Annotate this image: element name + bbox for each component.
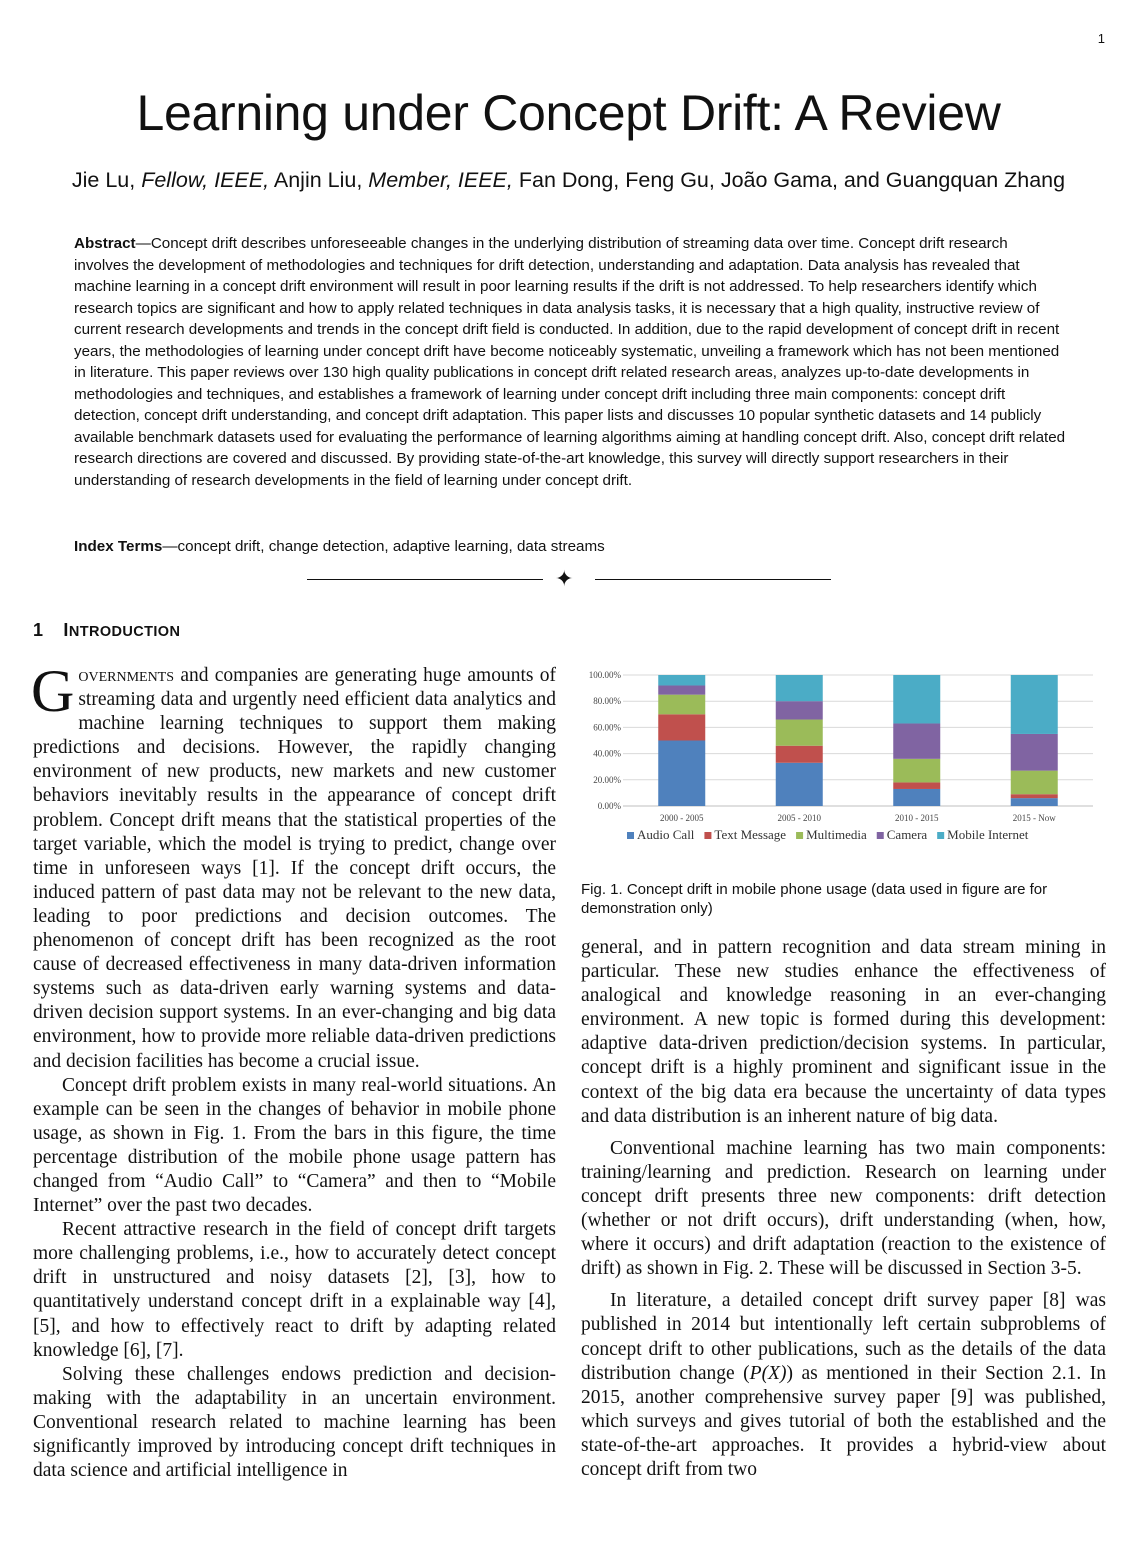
bar-segment	[893, 789, 940, 806]
divider-line-left	[307, 579, 543, 580]
drop-cap: G	[31, 658, 75, 724]
legend-swatch	[704, 832, 711, 839]
bar-segment	[776, 746, 823, 763]
y-tick-label: 0.00%	[597, 801, 621, 811]
paragraph: general, and in pattern recognition and data stream mining in particular. These new studies enhance the effectiveness of analogical and knowledge reasoning in an ever-changing environment. A new topic is formed during this development: adaptive data-driven prediction/decision systems. In particular, concept drift is a highly prominent and significant issue in the context of the big data era because the uncertainty of data types and data distribution is an inherent nature of big data.	[581, 937, 1106, 1127]
section-title-initial: I	[63, 620, 69, 640]
bar-segment	[893, 723, 940, 758]
bar-segment	[776, 720, 823, 746]
paragraph: Solving these challenges endows prediction and decision-making with the adaptability in an uncertain environment. Conventional research related to machine learning has been significantly improved by introducing concept drift techniques in data science and artificial intelligence in	[33, 1363, 556, 1482]
legend-swatch	[937, 832, 944, 839]
bar-segment	[893, 759, 940, 783]
author-names: Fan Dong, Feng Gu, João Gama, and Guangquan Zhang	[512, 168, 1066, 192]
divider-star-icon: ✦	[555, 566, 574, 591]
x-tick-label: 2000 - 2005	[660, 813, 704, 823]
abstract-label: Abstract	[74, 235, 136, 252]
paragraph: Concept drift problem exists in many real-world situations. An example can be seen in the changes of behavior in mobile phone usage, as shown in Fig. 1. From the bars in this figure, the time percentage distribution of the mobile phone usage pattern has changed from “Audio Call” to “Camera” and then to “Mobile Internet” over the past two decades.	[33, 1074, 556, 1217]
bar-segment	[658, 675, 705, 685]
paragraph	[581, 1289, 1106, 1482]
bar-segment	[776, 763, 823, 806]
x-tick-label: 2010 - 2015	[895, 813, 939, 823]
bar-segment	[1011, 794, 1058, 798]
paragraph-text: In literature, a detailed concept drift survey paper [8] was published in 2014 but intentionally left certain subproblems of concept drift to other publications, such as the details of the data distribution change (	[581, 1290, 1106, 1384]
legend-label: Mobile Internet	[947, 827, 1029, 842]
legend-label: Multimedia	[806, 827, 867, 842]
author-affiliation: Member, IEEE,	[368, 168, 513, 192]
paragraph: Conventional machine learning has two main components: training/learning and prediction. Research on learning under concept drift presents three new components: drift detection (whether or not drift occurs), drift understanding (when, how, where it occurs) and drift adaptation (reaction to the existence of drift) as shown in Fig. 2. These will be discussed in Section 3-5.	[581, 1137, 1106, 1280]
y-tick-label: 40.00%	[593, 748, 621, 759]
bar-segment	[893, 675, 940, 723]
y-tick-label: 100.00%	[588, 670, 621, 680]
section-title-rest: NTRODUCTION	[68, 624, 181, 640]
lead-smallcaps: overnments	[78, 665, 175, 686]
bar-segment	[658, 741, 705, 807]
legend-label: Audio Call	[637, 827, 695, 842]
legend-swatch	[627, 832, 634, 839]
abstract	[74, 233, 1066, 491]
paragraph-text: and companies are generating huge amounts of streaming data and urgently need efficient data analytics and machine learning techniques to support them making predictions and decisions. However, the rapidly changing environment of new products, new markets and new customer behaviors inevitably results in the appearance of concept drift problem. Concept drift means that the statistical properties of the target variable, which the model is trying to predict, change over time in unforeseen ways [1]. If the concept drift occurs, the induced pattern of past data may not be relevant to the new data, leading to poor predictions and decision outcomes. The phenomenon of concept drift has been recognized as the root cause of decreased effectiveness in many data-driven information systems such as data-driven early warning systems and data-driven decision support systems. In an ever-changing and big data environment, how to provide more reliable data-driven predictions and decision facilities has become a crucial issue.	[33, 665, 556, 1072]
legend-label: Text Message	[714, 827, 787, 842]
left-column	[31, 658, 556, 1483]
math-expression: P(X)	[749, 1362, 787, 1384]
bar-segment	[893, 782, 940, 789]
divider-line-right	[595, 579, 831, 580]
author-list	[0, 168, 1137, 193]
x-tick-label: 2015 - Now	[1012, 813, 1056, 823]
bar-segment	[658, 685, 705, 694]
index-terms-label: Index Terms	[74, 538, 163, 555]
bar-segment	[1011, 734, 1058, 771]
paragraph: Recent attractive research in the field of concept drift targets more challenging problems, i.e., how to accurately detect concept drift in unstructured and noisy datasets [2], [3], how to quantitatively understand concept drift in a explainable way [4], [5], and how to effectively react to drift by adapting related knowledge [6], [7].	[33, 1219, 556, 1361]
bar-segment	[776, 701, 823, 719]
section-heading	[33, 620, 180, 641]
legend-label: Camera	[886, 827, 928, 842]
y-tick-label: 20.00%	[593, 774, 621, 785]
right-column	[581, 936, 1106, 1482]
legend-swatch	[796, 832, 803, 839]
y-tick-label: 60.00%	[593, 722, 621, 733]
section-number: 1	[33, 620, 44, 640]
index-terms	[74, 536, 1066, 558]
bar-segment	[658, 695, 705, 715]
figure-caption: Fig. 1. Concept drift in mobile phone usage (data used in figure are for demonstration only)	[581, 881, 1048, 917]
author-name: Jie Lu,	[71, 168, 142, 192]
x-tick-label: 2005 - 2010	[777, 813, 821, 823]
legend-swatch	[877, 832, 884, 839]
index-terms-text: —concept drift, change detection, adaptive learning, data streams	[162, 538, 605, 555]
author-affiliation: Fellow, IEEE,	[141, 168, 270, 192]
bar-segment	[1011, 798, 1058, 806]
author-name: Anjin Liu,	[269, 168, 369, 192]
bar-segment	[776, 675, 823, 701]
bar-segment	[1011, 771, 1058, 795]
abstract-text: —Concept drift describes unforeseeable changes in the underlying distribution of streaming data over time. Concept drift research involves the development of methodologies and techniques for drift detection, understanding and adaptation. Data analysis has revealed that machine learning in a concept drift environment will result in poor learning results if the drift is not addressed. To help researchers identify which research topics are significant and how to apply related techniques in data analysis tasks, it is necessary that a high quality, instructive review of current research developments and trends in the concept drift field is conducted. In addition, due to the rapid development of concept drift in recent years, the methodologies of learning under concept drift have become noticeably systematic, unveiling a framework which has not been mentioned in literature. This paper reviews over 130 high quality publications in concept drift related research areas, analyzes up-to-date developments in methodologies and techniques, and establishes a framework of learning under concept drift including three main components: concept drift detection, concept drift understanding, and concept drift adaptation. This paper lists and discusses 10 popular synthetic datasets and 14 publicly available benchmark datasets used for evaluating the performance of learning algorithms aiming at handling concept drift. Also, concept drift related research directions are covered and discussed. By providing state-of-the-art knowledge, this survey will directly support researchers in their understanding of research developments in the field of learning under concept drift.	[74, 235, 1066, 489]
paper-title: Learning under Concept Drift: A Review	[136, 85, 1001, 141]
section-divider	[307, 566, 831, 594]
paragraph-text: ) as mentioned in their Section 2.1. In 2015, another comprehensive survey paper [9] was published, which surveys and gives tutorial of both the established and the state-of-the-art approaches. It provides a hybrid-view about concept drift from two	[581, 1362, 1106, 1480]
paragraph	[31, 658, 556, 1074]
bar-segment	[1011, 675, 1058, 734]
stacked-bar-chart	[581, 664, 1111, 864]
bar-segment	[658, 714, 705, 740]
y-tick-label: 80.00%	[593, 696, 621, 707]
page-number: 1	[1097, 31, 1105, 46]
